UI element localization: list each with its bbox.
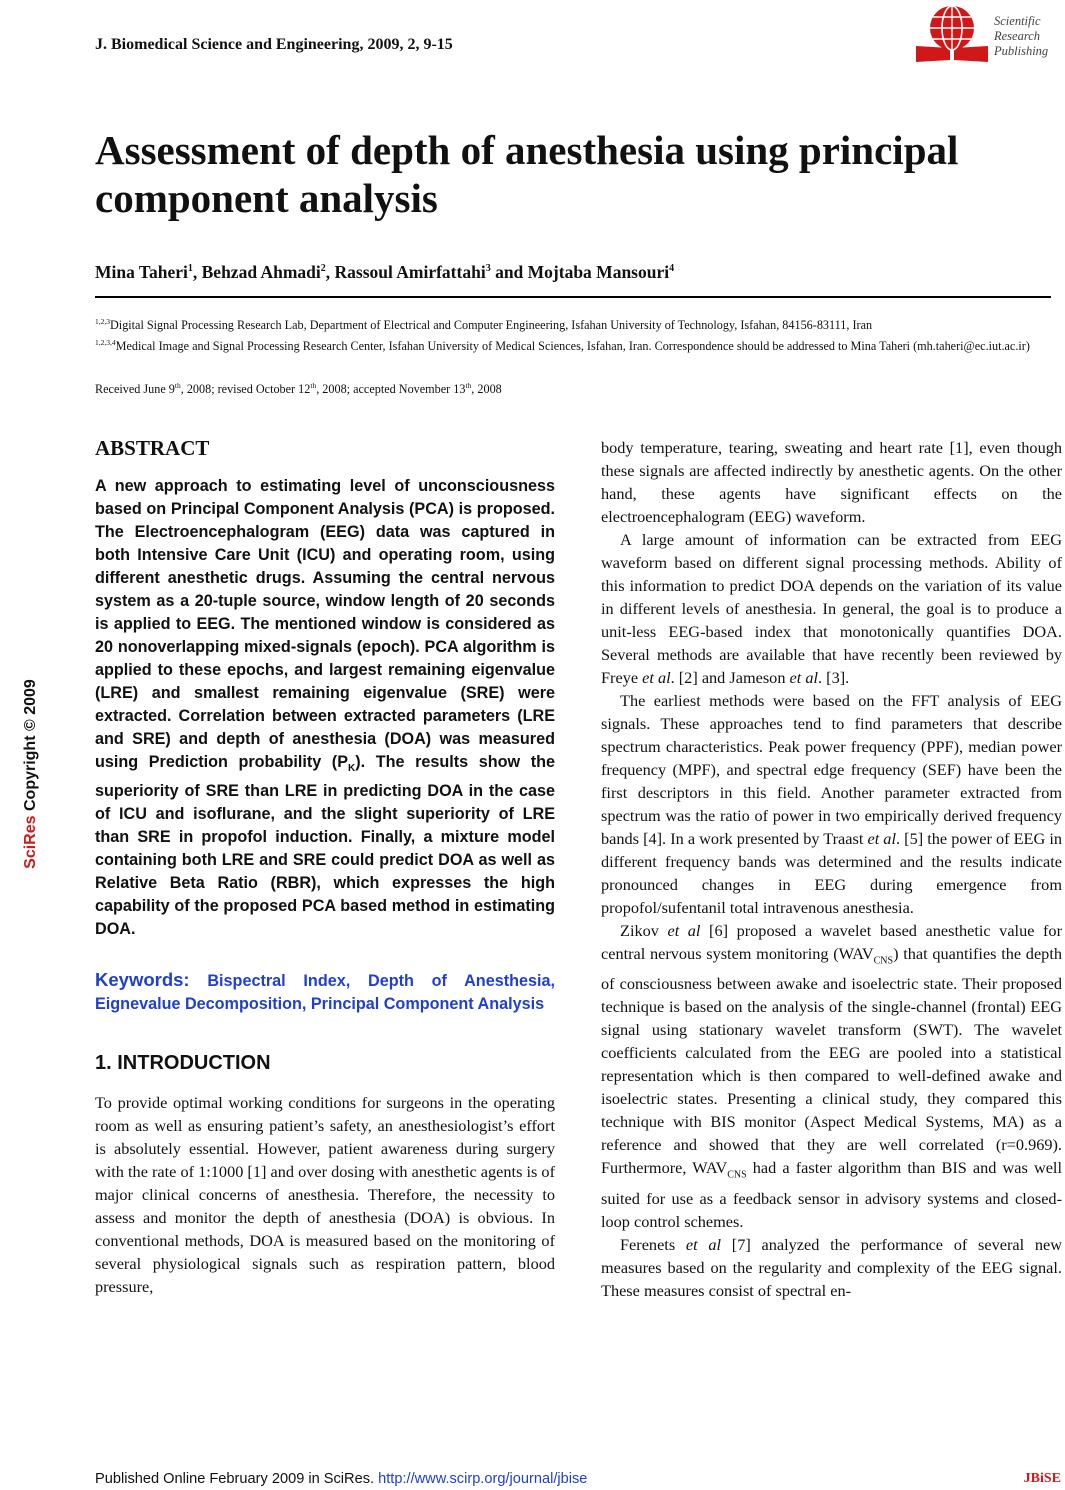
text-run: Ferenets xyxy=(620,1234,686,1254)
journal-abbreviation: JBiSE xyxy=(1023,1471,1061,1486)
author-separator: , xyxy=(325,262,335,282)
copyright-sidebar xyxy=(16,660,39,890)
affiliation-item xyxy=(95,313,1063,334)
body-paragraph xyxy=(601,528,1062,689)
author-list xyxy=(95,262,674,283)
text-run-italic: et al xyxy=(642,668,671,687)
left-column xyxy=(95,436,555,1298)
text-run-italic: et al xyxy=(867,829,896,848)
date-text: , 2008; revised October 12 xyxy=(180,382,311,397)
globe-book-logo-icon xyxy=(912,0,992,66)
publisher-line: Publishing xyxy=(994,44,1049,58)
date-text: , 2008 xyxy=(471,382,502,397)
text-run-italic: et al xyxy=(789,668,819,687)
body-paragraph xyxy=(601,689,1062,919)
journal-citation: J. Biomedical Science and Engineering, 2009, 2, 9-15 xyxy=(95,36,453,53)
date-sup: th xyxy=(174,381,181,390)
date-sup: th xyxy=(465,381,472,390)
affil-text: Medical Image and Signal Processing Research Center, Isfahan University of Medical Sciences, Isfahan, Iran. Correspondence should be addressed to Mina Taheri (mh.taheri@ec.iut.ac.ir) xyxy=(115,339,1030,354)
section-heading-introduction: 1. INTRODUCTION xyxy=(95,1052,271,1075)
text-run: ) that quantifies the depth of consciousness between awake and isoelectric state. Their proposed technique is based on the analysis of the single-channel (frontal) EEG signal using stationary wavelet transform (SWT). The wavelet coefficients calculated from the EEG are pooled into a statistical representation which is then compared to well-defined awake and isoelectric states. Presenting a clinical study, they compared this technique with BIS monitor (Aspect Medical Systems, MA) as a reference and showed that they are well correlated (r=0.969). Furthermore, WAV xyxy=(601,944,1062,1178)
author-affil-marker: 3 xyxy=(485,263,491,275)
text-run: The earliest methods were based on the FFT analysis of EEG signals. These approaches tend to find parameters that describe spectrum characteristics. Peak power frequency (PPF), median power frequency (MPF), and spectral edge frequency (SEF) have been the first descriptors in this field. Another parameter extracted from spectrum was the ratio of power in two empirically derived frequency bands [4]. In a work presented by Traast xyxy=(601,691,1062,848)
footer-text: Published Online February 2009 in SciRes. xyxy=(95,1471,379,1487)
publisher-line: Scientific xyxy=(994,14,1041,28)
text-run: . [2] and Jameson xyxy=(670,668,790,687)
publisher-name xyxy=(994,14,1048,59)
affil-text: Digital Signal Processing Research Lab, Department of Electrical and Computer Engineering, Isfahan University of Technology, Isfahan, 84156-83111, Iran xyxy=(110,318,873,333)
abstract-subscript: K xyxy=(348,763,356,775)
affil-marker: 1,2,3 xyxy=(95,317,110,326)
text-run: A large amount of information can be extracted from EEG waveform based on different signal processing methods. Ability of this information to predict DOA depends on the variation of its value in different levels of anesthesia. In general, the goal is to produce a unit-less EEG-based index that monotonically quantifies DOA. Several methods are available that have recently been reviewed by Freye xyxy=(601,530,1062,687)
text-run: . [5] the power of EEG in different frequency bands was determined and the results indicate pronounced changes in EEG during emergence from propofol/sufentanil total intravenous anesthesia. xyxy=(601,829,1063,917)
author-affil-marker: 4 xyxy=(669,263,675,275)
copyright-text: Copyright © 2009 xyxy=(22,679,39,816)
journal-link[interactable]: http://www.scirp.org/journal/jbise xyxy=(378,1471,588,1487)
author-affil-marker: 1 xyxy=(187,263,193,275)
text-run: . [3]. xyxy=(818,668,850,687)
publisher-logo xyxy=(912,0,1062,66)
author-separator: and xyxy=(490,262,528,282)
text-run: Zikov xyxy=(620,921,668,940)
body-paragraph xyxy=(601,919,1062,1233)
keywords-text: Bispectral Index, Depth of Anesthesia, Eignevalue Decomposition, Principal Component Analysis xyxy=(95,972,555,1014)
received-dates xyxy=(95,381,502,397)
header-divider xyxy=(95,296,1051,298)
text-run: [6] proposed a wavelet based anesthetic value for central nervous system monitoring (WAV xyxy=(601,921,1062,963)
paper-title: Assessment of depth of anesthesia using principal component analysis xyxy=(95,127,959,221)
keywords-label: Keywords: xyxy=(95,969,190,991)
text-run-italic: et al xyxy=(685,1234,722,1254)
text-subscript: CNS xyxy=(727,1169,747,1181)
body-paragraph: body temperature, tearing, sweating and heart rate [1], even though these signals are affected indirectly by anesthetic agents. On the other hand, these agents have significant effects on the electroencephalogram (EEG) waveform. xyxy=(601,438,1062,526)
abstract-part: ). The results show the superiority of SRE than LRE in predicting DOA in the case of ICU and isoflurane, and the slight superiority of LRE than SRE in propofol induction. Finally, a mixture model containing both LRE and SRE could predict DOA as well as Relative Beta Ratio (RBR), which expresses the high capability of the proposed PCA based method in estimating DOA. xyxy=(95,753,555,939)
abstract-text xyxy=(95,475,555,941)
keywords xyxy=(95,968,555,1016)
date-sup: th xyxy=(310,381,317,390)
text-run: had a faster algorithm than BIS and was well suited for use as a feedback sensor in advisory systems and closed-loop control schemes. xyxy=(601,1158,1062,1231)
text-subscript: CNS xyxy=(873,955,894,967)
text-run-italic: et al xyxy=(667,921,701,940)
author-name: Mojtaba Mansouri xyxy=(527,262,670,282)
author-name: Mina Taheri xyxy=(95,262,188,282)
affil-marker: 1,2,3,4 xyxy=(95,338,116,348)
author-name: Rassoul Amirfattahi xyxy=(334,262,486,282)
author-affil-marker: 2 xyxy=(320,263,326,275)
author-name: Behzad Ahmadi xyxy=(201,262,321,282)
abstract-heading: ABSTRACT xyxy=(95,436,210,460)
body-paragraph: To provide optimal working conditions for surgeons in the operating room as well as ensuring patient’s safety, an anesthesiologist’s effort is absolutely essential. However, patient awareness during surgery with the rate of 1:1000 [1] and over dosing with anesthetic agents is of major clinical concerns of anesthesia. Therefore, the necessity to assess and monitor the depth of anesthesia (DOA) is obvious. In conventional methods, DOA is measured based on the monitoring of several physiological signals such as respiration pattern, blood pressure, xyxy=(95,1093,555,1297)
date-text: Received June 9 xyxy=(95,382,175,397)
footer xyxy=(95,1471,587,1487)
text-run: [7] analyzed the performance of several new measures based on the regularity and complexity of the EEG signal. These measures consist of spectral en- xyxy=(601,1234,1063,1300)
body-paragraph xyxy=(601,1233,1062,1302)
publisher-line: Research xyxy=(994,29,1041,43)
abstract-part: A new approach to estimating level of unconsciousness based on Principal Component Analysis (PCA) is proposed. The Electroencephalogram (EEG) data was captured in both Intensive Care Unit (ICU) and operating room, using different anesthetic drugs. Assuming the central nervous system as a 20-tuple source, window length of 20 seconds is applied to EEG. The mentioned window is considered as 20 nonoverlapping mixed-signals (epoch). PCA algorithm is applied to these epochs, and largest remaining eigenvalue (LRE) and smallest remaining eigenvalue (SRE) were extracted. Correlation between extracted parameters (LRE and SRE) and depth of anesthesia (DOA) was measured using Prediction probability (P xyxy=(95,477,555,771)
affiliations xyxy=(95,313,1063,355)
right-column xyxy=(601,436,1062,1302)
author-separator: , xyxy=(192,262,202,282)
date-text: , 2008; accepted November 13 xyxy=(316,382,466,397)
affiliation-item xyxy=(95,334,1063,355)
copyright-brand: SciRes xyxy=(22,815,39,869)
